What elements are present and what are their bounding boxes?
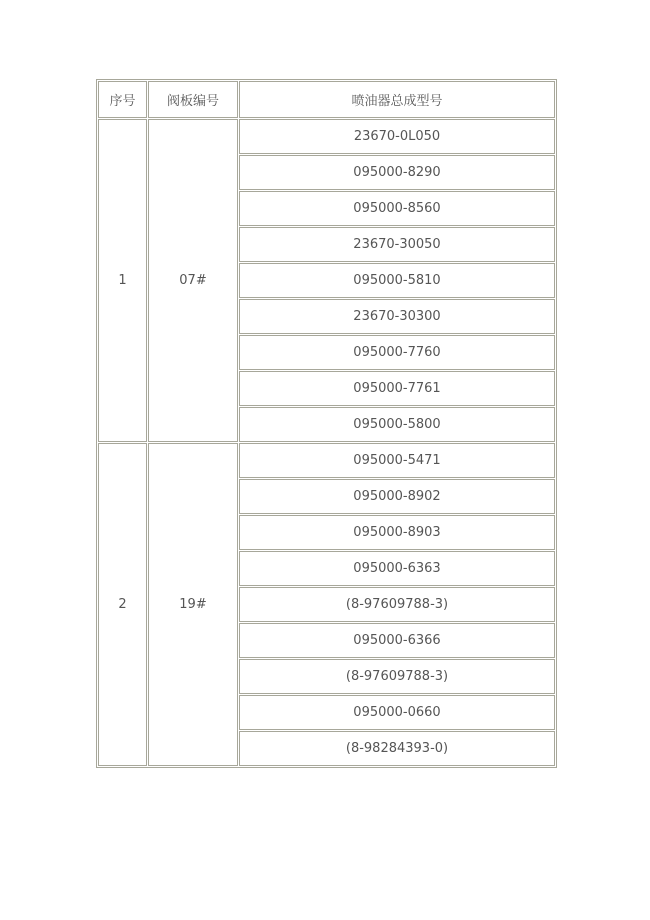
injector-model-cell: (8-97609788-3) xyxy=(239,659,555,694)
injector-model-cell: 23670-30300 xyxy=(239,299,555,334)
injector-model-cell: (8-98284393-0) xyxy=(239,731,555,766)
table-row xyxy=(98,443,555,478)
injector-model-cell: (8-97609788-3) xyxy=(239,587,555,622)
header-injector-model: 喷油器总成型号 xyxy=(239,81,555,118)
valve-number-cell: 07# xyxy=(148,119,238,442)
injector-model-cell: 095000-5810 xyxy=(239,263,555,298)
injector-model-cell: 095000-7760 xyxy=(239,335,555,370)
injector-model-cell: 095000-6363 xyxy=(239,551,555,586)
header-valve-number: 阀板编号 xyxy=(148,81,238,118)
injector-model-cell: 095000-7761 xyxy=(239,371,555,406)
injector-model-cell: 095000-5471 xyxy=(239,443,555,478)
injector-model-cell: 095000-8902 xyxy=(239,479,555,514)
injector-model-cell: 095000-0660 xyxy=(239,695,555,730)
table-header-row xyxy=(98,81,555,118)
injector-model-cell: 095000-8560 xyxy=(239,191,555,226)
injector-model-cell: 095000-8290 xyxy=(239,155,555,190)
injector-model-cell: 23670-0L050 xyxy=(239,119,555,154)
table-body xyxy=(98,119,555,766)
injector-model-cell: 095000-8903 xyxy=(239,515,555,550)
seq-cell: 2 xyxy=(98,443,147,766)
seq-cell: 1 xyxy=(98,119,147,442)
injector-model-cell: 095000-6366 xyxy=(239,623,555,658)
table-row xyxy=(98,119,555,154)
injector-valve-table xyxy=(96,79,557,768)
injector-model-cell: 23670-30050 xyxy=(239,227,555,262)
injector-model-cell: 095000-5800 xyxy=(239,407,555,442)
valve-number-cell: 19# xyxy=(148,443,238,766)
header-seq: 序号 xyxy=(98,81,147,118)
